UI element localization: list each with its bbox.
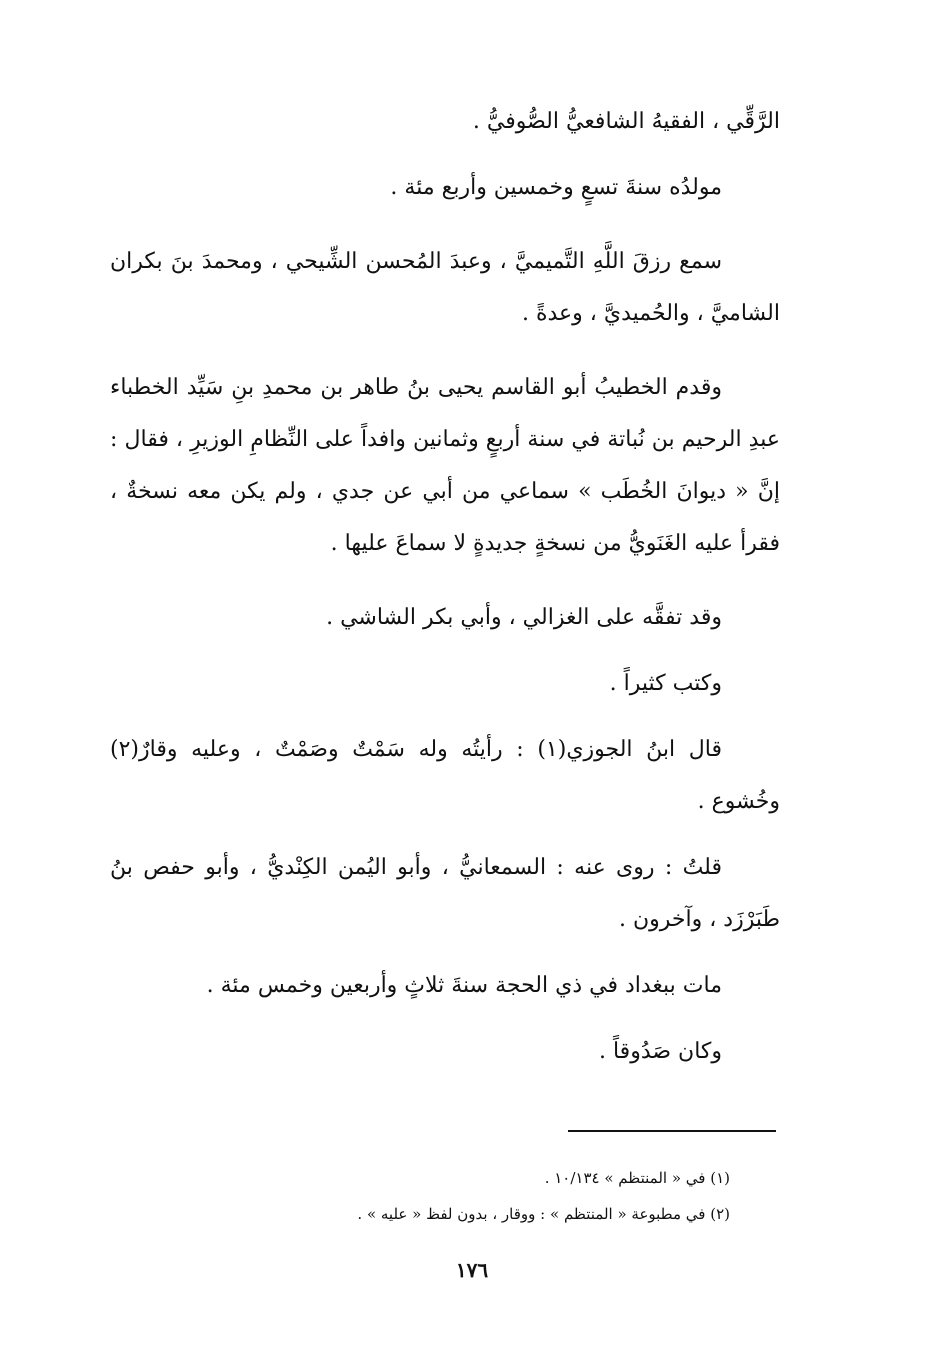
- paragraph-teachers: سمع رزقَ اللَّهِ التَّميميَّ ، وعبدَ المُحسن الشِّيحي ، ومحمدَ بنَ بكران الشاميَّ ، والحُميديَّ ، وعدةً .: [110, 249, 780, 326]
- paragraph-name-line: الرَّقِّي ، الفقيهُ الشافعيُّ الصُّوفيُّ .: [472, 109, 780, 134]
- paragraph-birth: مولدُه سنةَ تسعٍ وخمسين وأربع مئة .: [390, 175, 722, 200]
- paragraph-ibn-jawzi: قال ابنُ الجوزي(١) : رأيتُه وله سَمْتٌ وصَمْتٌ ، وعليه وقارٌ(٢) وخُشوع .: [110, 737, 780, 814]
- paragraph-death: مات ببغداد في ذي الحجة سنةَ ثلاثٍ وأربعين وخمس مئة .: [206, 973, 722, 998]
- paragraph-narrators: قلتُ : روى عنه : السمعانيُّ ، وأبو اليُمن الكِنْديُّ ، وأبو حفص بنُ طَبَرْزَد ، وآخرون .: [110, 855, 780, 932]
- paragraph-khatib-visit: وقدم الخطيبُ أبو القاسم يحيى بنُ طاهر بن محمدِ بنِ سَيِّد الخطباء عبدِ الرحيم بن نُباتة في سنة أربعٍ وثمانين وافداً على النِّظامِ الوزيرِ ، فقال : إنَّ « ديوانَ الخُطَب » سماعي من أبي عن جدي ، ولم يكن معه نسخةٌ ، فقرأ عليه الغَنَويُّ من نسخةٍ جديدةٍ لا سماعَ عليها .: [110, 375, 780, 556]
- page-number: ١٧٦: [455, 1258, 489, 1282]
- footnote-2: (٢) في مطبوعة « المنتظم » : ووقار ، بدون لفظ « عليه » .: [357, 1205, 730, 1223]
- footnotes: [110, 1160, 730, 1232]
- footnote-separator: [568, 1130, 776, 1132]
- main-text: [110, 96, 780, 1078]
- footnote-1: (١) في « المنتظم » ١٠/١٣٤ .: [544, 1169, 730, 1187]
- paragraph-truthful: وكان صَدُوقاً .: [598, 1039, 722, 1064]
- paragraph-fiqh: وقد تفقَّه على الغزالي ، وأبي بكر الشاشي .: [326, 605, 722, 630]
- paragraph-writing: وكتب كثيراً .: [609, 671, 722, 696]
